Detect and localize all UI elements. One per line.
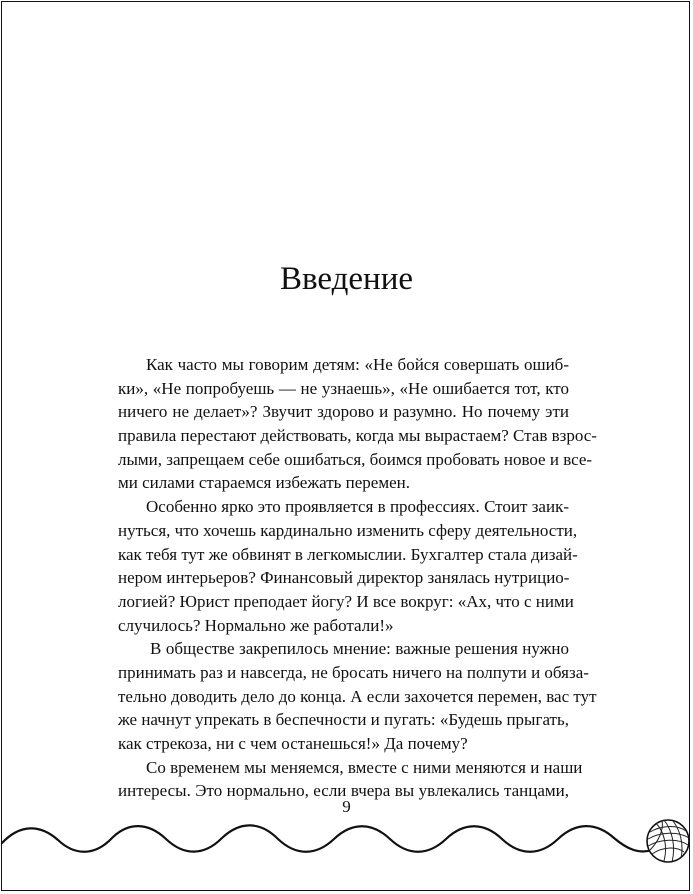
text-line: Со временем мы меняемся, вместе с ними меняются и наши [146, 757, 583, 777]
paragraph-2 [118, 495, 578, 637]
text-line: тельно доводить дело до конца. А если захочется перемен, вас тут [118, 686, 597, 706]
text-line: же начнут упрекать в беспечности и пугать: «Будешь прыгать, [118, 710, 569, 730]
chapter-title: Введение [279, 261, 413, 297]
body-text [118, 353, 597, 803]
text-line: как тебя тут же обвинят в легкомыслии. Бухгалтер стала дизай- [118, 544, 578, 564]
text-line: как стрекоза, ни с чем останешься!» Да почему? [118, 734, 468, 753]
yarn-ball-icon [647, 820, 689, 862]
text-line: нером интерьеров? Финансовый директор занялась нутрицио- [118, 568, 570, 588]
text-line: ки», «Не попробуешь — не узнаешь», «Не ошибается тот, кто [118, 378, 569, 398]
page-number: 9 [342, 797, 351, 816]
text-line: случилось? Нормально же работали!» [118, 615, 394, 635]
text-line: ничего не делает»? Звучит здорово и разумно. Но почему эти [118, 402, 569, 422]
wavy-thread-decoration [0, 806, 693, 866]
text-line: лыми, запрещаем себе ошибаться, боимся пробовать новое и все- [118, 449, 593, 469]
paragraph-3 [118, 637, 597, 755]
text-line: принимать раз и навсегда, не бросать ничего на полпути и обяза- [118, 662, 589, 682]
text-line: логией? Юрист преподает йогу? И все вокруг: «Ах, что с ними [118, 591, 574, 611]
paragraph-1 [118, 353, 597, 495]
text-line: Особенно ярко это проявляется в профессиях. Стоит заик- [146, 497, 569, 517]
text-line: интересы. Это нормально, если вчера вы увлекались танцами, [118, 781, 569, 801]
wavy-thread-line [2, 825, 652, 851]
text-line: нуться, что хочешь кардинально изменить сферу деятельности, [118, 520, 578, 540]
text-line: В обществе закрепилось мнение: важные решения нужно [150, 639, 569, 659]
text-line: Как часто мы говорим детям: «Не бойся совершать ошиб- [146, 355, 569, 374]
text-line: правила перестают действовать, когда мы вырастаем? Став взрос- [118, 426, 597, 446]
text-line: ми силами стараемся избежать перемен. [118, 473, 410, 493]
